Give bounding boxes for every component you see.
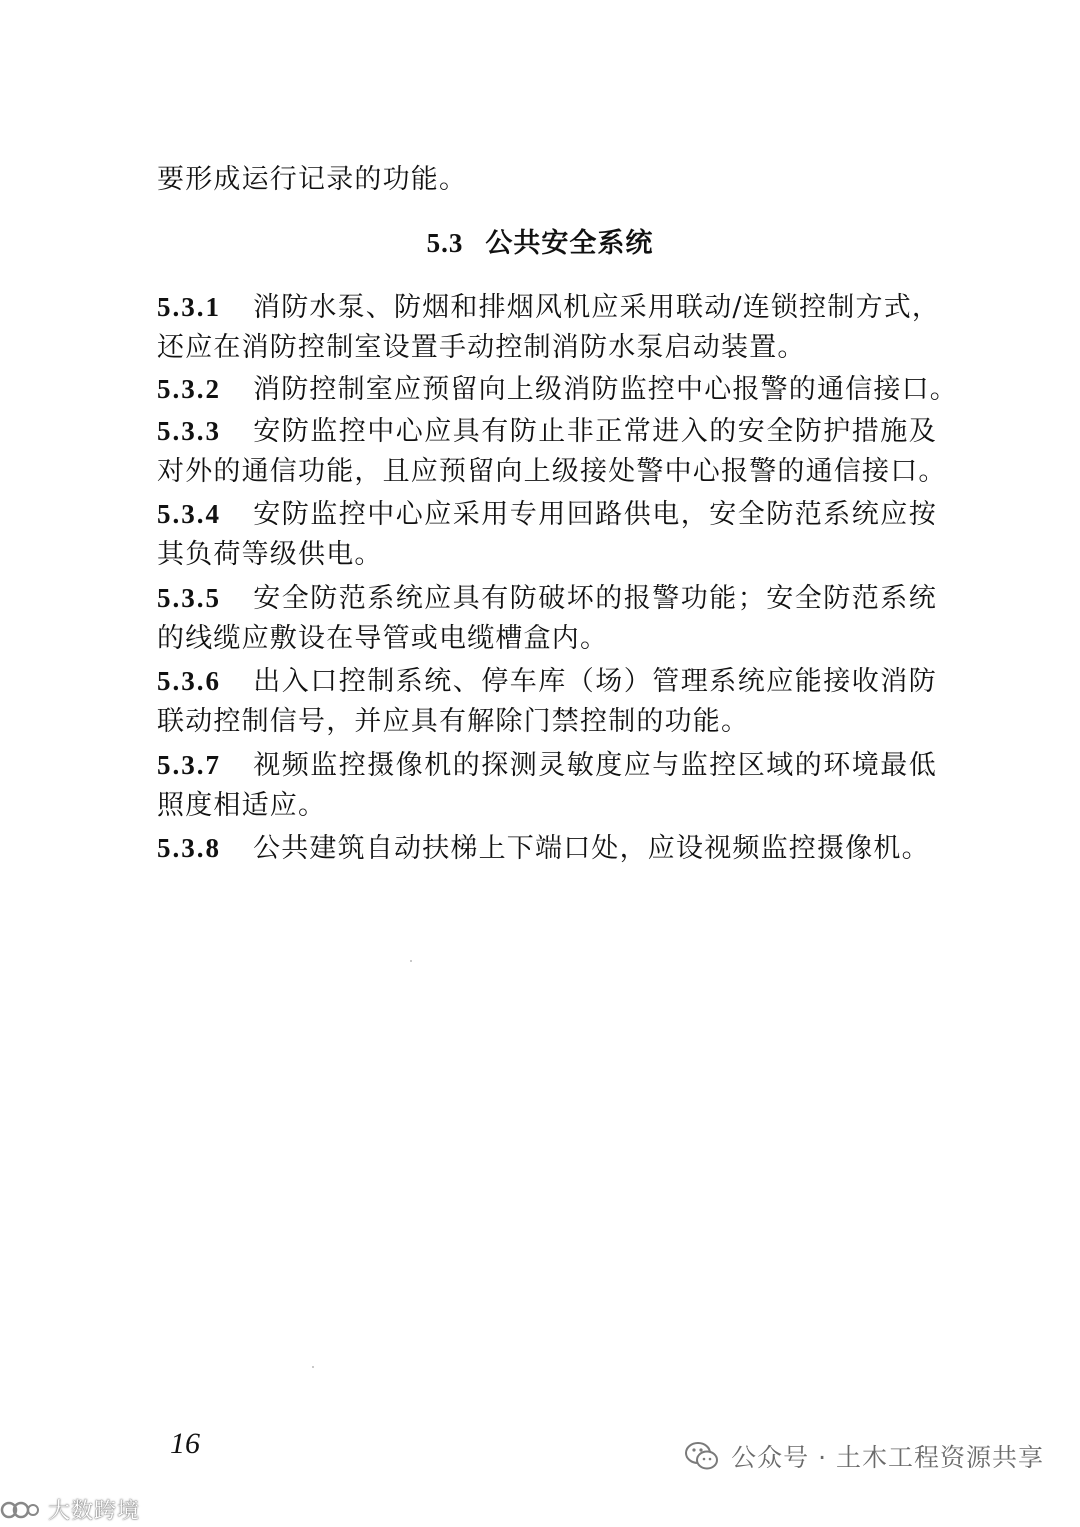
clause-number: 5.3.2	[157, 374, 221, 404]
clause-continuation: 的线缆应敷设在导管或电缆槽盒内。	[157, 623, 609, 654]
clause-continuation: 其负荷等级供电。	[157, 539, 383, 570]
clause-continuation: 还应在消防控制室设置手动控制消防水泵启动装置。	[157, 332, 806, 363]
body-text-line: 要形成运行记录的功能。	[157, 164, 468, 195]
clause-5-3-6	[157, 664, 937, 699]
clause-5-3-5	[157, 581, 937, 616]
clause-number: 5.3.5	[157, 583, 221, 613]
clause-number: 5.3.3	[157, 416, 221, 446]
section-heading	[0, 226, 1080, 261]
clause-text: 安防监控中心应采用专用回路供电，安全防范系统应按	[253, 499, 937, 530]
clause-text: 安防监控中心应具有防止非正常进入的安全防护措施及	[253, 416, 937, 447]
clause-text: 视频监控摄像机的探测灵敏度应与监控区域的环境最低	[253, 750, 937, 781]
clause-text: 消防控制室应预留向上级消防监控中心报警的通信接口。	[253, 374, 958, 405]
watermark-text: 公众号 · 土木工程资源共享	[731, 1443, 1044, 1472]
clause-5-3-1	[157, 290, 941, 325]
clause-number: 5.3.6	[157, 666, 221, 696]
clause-text: 消防水泵、防烟和排烟风机应采用联动/连锁控制方式，	[253, 292, 941, 323]
wechat-icon	[685, 1441, 719, 1471]
wechat-watermark	[685, 1436, 1044, 1476]
clause-5-3-3	[157, 414, 937, 449]
clause-text: 出入口控制系统、停车库（场）管理系统应能接收消防	[253, 666, 937, 697]
clause-number: 5.3.7	[157, 750, 221, 780]
clause-5-3-4	[157, 497, 937, 532]
logo-icon	[0, 1498, 40, 1522]
page-number: 16	[170, 1427, 200, 1460]
clause-continuation: 联动控制信号，并应具有解除门禁控制的功能。	[157, 706, 750, 737]
clause-continuation: 照度相适应。	[157, 790, 327, 821]
scan-speck	[312, 1366, 314, 1368]
clause-continuation: 对外的通信功能，且应预留向上级接处警中心报警的通信接口。	[157, 456, 947, 487]
section-title: 公共安全系统	[485, 228, 654, 259]
clause-number: 5.3.4	[157, 499, 221, 529]
section-number: 5.3	[426, 228, 464, 258]
clause-number: 5.3.1	[157, 292, 221, 322]
scan-speck	[410, 960, 412, 962]
clause-text: 公共建筑自动扶梯上下端口处，应设视频监控摄像机。	[253, 833, 930, 864]
clause-text: 安全防范系统应具有防破坏的报警功能；安全防范系统	[253, 583, 937, 614]
clause-5-3-7	[157, 748, 937, 783]
clause-5-3-8	[157, 831, 930, 866]
clause-5-3-2	[157, 372, 958, 407]
clause-number: 5.3.8	[157, 833, 221, 863]
stamp-text: 大数跨境	[48, 1499, 141, 1524]
corner-stamp	[0, 1492, 140, 1527]
